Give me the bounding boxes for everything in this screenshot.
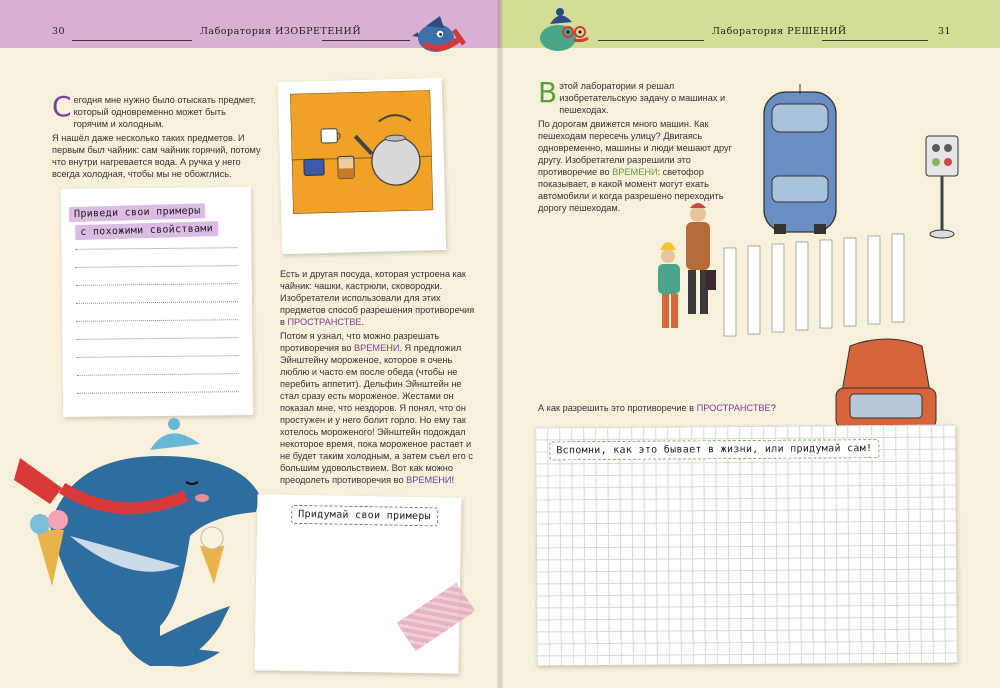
running-title: Лаборатория РЕШЕНИЙ (712, 26, 847, 37)
intro-line: егодня мне нужно было отыскать предмет, который одновременно может быть горячим и холодным. (73, 95, 256, 129)
answer-line[interactable] (76, 337, 238, 340)
punct: ? (770, 403, 776, 413)
question-text (538, 402, 818, 414)
book-gutter (497, 0, 503, 688)
answer-line[interactable] (75, 247, 237, 250)
paragraph-1: Есть и другая посуда, которая устроена как чайник: чашки, кастрюли, сковородки. Изобретатели использовали для этих предметов способ разрешения противоречия в (280, 269, 475, 327)
paragraph-2: Потом я узнал, что можно разрешать противоречия во (280, 331, 440, 353)
time-highlight: ВРЕМЕНИ (406, 475, 452, 485)
mole-mascot-icon (410, 10, 468, 56)
running-title: Лаборатория ИЗОБРЕТЕНИЙ (200, 26, 362, 37)
answer-line[interactable] (77, 391, 239, 394)
answer-grid[interactable] (535, 425, 957, 666)
grid-label: Вспомни, как это бывает в жизни, или придумай сам! (549, 439, 879, 460)
intro-line: этой лаборатории я решал изобретательскую задачу о машинах и пешеходах. (559, 81, 726, 115)
teapot-photo (278, 78, 446, 254)
answer-line[interactable] (76, 301, 238, 304)
header-rule (598, 40, 704, 41)
time-highlight: ВРЕМЕНИ (354, 343, 400, 353)
time-highlight: ВРЕМЕНИ (612, 167, 658, 177)
header-rule (822, 40, 928, 41)
right-header (500, 0, 1000, 48)
space-highlight: ПРОСТРАНСТВЕ (696, 403, 771, 413)
traffic-light-icon (920, 132, 964, 244)
punct: ! (451, 475, 455, 485)
punct: . (361, 317, 365, 327)
answer-line[interactable] (77, 373, 239, 376)
card-title (69, 201, 243, 239)
car-blue-icon (760, 84, 840, 236)
right-page (500, 0, 1000, 688)
space-highlight: ПРОСТРАНСТВЕ (287, 317, 362, 327)
intro-paragraph: По дорогам движется много машин. Как пешеходам пересечь улицу? Двигаясь одновременно, машины и люди мешают друг другу. Изобретатели разрешили это противоречие во (538, 119, 732, 177)
answer-line[interactable] (77, 355, 239, 358)
intro-paragraph: Я нашёл даже несколько таких предметов. И первым был чайник: сам чайник горячий, потому что внутри нагревается вода. А ручка у него всегда холодная, чтобы мы не обожглись. (52, 133, 261, 179)
header-rule (72, 40, 192, 41)
invent-examples-card[interactable] (254, 494, 461, 674)
intro-text (538, 76, 738, 216)
crosswalk-icon (720, 230, 920, 340)
answer-line[interactable] (76, 319, 238, 322)
dropcap: В (538, 76, 558, 109)
page-number: 31 (938, 26, 952, 37)
left-header (0, 0, 500, 48)
answer-line[interactable] (76, 283, 238, 286)
question: А как разрешить это противоречие в (538, 403, 697, 413)
invent-examples-label: Придумай свои примеры (291, 505, 438, 527)
intro-text (52, 90, 262, 182)
card-title-line2: с похожими свойствами (75, 221, 218, 240)
examples-card (61, 187, 253, 417)
column-text (280, 268, 476, 488)
teapot-icon (290, 90, 433, 214)
page-number: 30 (52, 26, 66, 37)
car-orange-icon (832, 332, 940, 432)
dropcap: С (52, 90, 72, 123)
pedestrians-icon (640, 200, 730, 340)
answer-line[interactable] (76, 265, 238, 268)
header-rule (322, 40, 410, 41)
mole-mascot-green-icon (530, 6, 592, 54)
card-title-line1: Приведи свои примеры (69, 203, 206, 222)
paragraph-2-body: . Я предложил Эйнштейну мороженое, которое я очень люблю и часто ем после обеда (чтобы не перебить аппетит). Дельфин Эйнштейн не стал сразу есть мороженое. Жестами он показал мне, что нездоров. Я понял, что он простужен и у него болит горло. Но ему так хотелось мороженого! Эйнштейн подождал некоторое время, пока мороженое растает и не будет таким холодным, а затем съел его с большим удовольствием. Вот как можно преодолеть противоречия во (280, 343, 473, 485)
intro-paragraph-end: : светофор показывает, в какой момент могут ехать автомобили и когда разрешено переходить дорогу пешеходам. (538, 167, 724, 213)
dolphin-with-icecream-icon (10, 416, 260, 676)
